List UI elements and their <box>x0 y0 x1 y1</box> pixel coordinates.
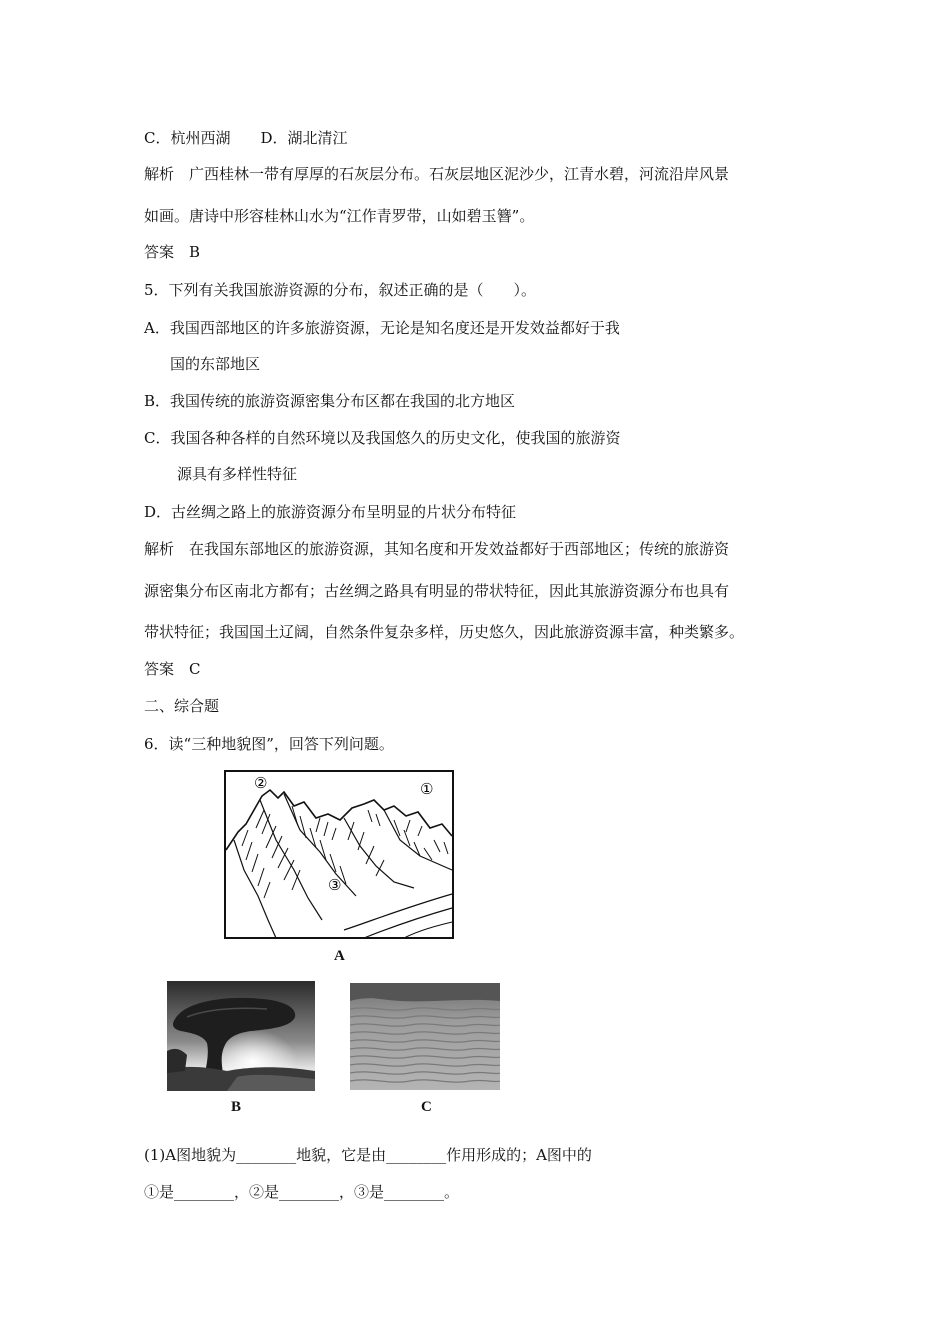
option-5c-line2: 源具有多样性特征 <box>177 465 298 483</box>
option-5a-line1: A．我国西部地区的许多旅游资源，无论是知名度还是开发效益都好于我 <box>144 319 620 337</box>
mark-1: ① <box>420 780 434 798</box>
option-5c-line1: C．我国各种各样的自然环境以及我国悠久的历史文化，使我国的旅游资 <box>144 429 621 447</box>
mark-2: ② <box>254 774 268 792</box>
analysis-5-line3: 带状特征；我国国土辽阔，自然条件复杂多样，历史悠久，因此旅游资源丰富，种类繁多。 <box>144 623 745 641</box>
question-6: 6．读“三种地貌图”，回答下列问题。 <box>144 735 394 753</box>
mark-3: ③ <box>328 876 342 894</box>
analysis-5-line1: 解析 在我国东部地区的旅游资源，其知名度和开发效益都好于西部地区；传统的旅游资 <box>144 540 730 558</box>
figure-b-mushroom-rock-photo <box>167 981 315 1091</box>
figure-a-mountain-sketch <box>224 770 454 940</box>
figure-a-label: A <box>334 948 345 964</box>
question-6-1-line1: (1)A图地貌为________地貌，它是由________作用形成的；A图中的 <box>144 1146 592 1164</box>
figure-c-sand-dunes-photo <box>350 983 500 1090</box>
question-5: 5．下列有关我国旅游资源的分布，叙述正确的是（ ）。 <box>144 281 537 299</box>
analysis-4-line2: 如画。唐诗中形容桂林山水为“江作青罗带，山如碧玉簪”。 <box>144 207 535 225</box>
analysis-5-line2: 源密集分布区南北方都有；古丝绸之路具有明显的带状特征，因此其旅游资源分布也具有 <box>144 582 730 600</box>
option-5b: B．我国传统的旅游资源密集分布区都在我国的北方地区 <box>144 392 516 410</box>
question-6-1-line2: ①是________，②是________，③是________。 <box>144 1183 460 1201</box>
option-c-d: C．杭州西湖 D．湖北清江 <box>144 129 348 147</box>
analysis-4-line1: 解析 广西桂林一带有厚厚的石灰层分布。石灰层地区泥沙少，江青水碧，河流沿岸风景 <box>144 165 730 183</box>
figure-b-label: B <box>231 1099 242 1115</box>
answer-5: 答案 C <box>144 660 201 678</box>
option-5d: D．古丝绸之路上的旅游资源分布呈明显的片状分布特征 <box>144 503 517 521</box>
option-5a-line2: 国的东部地区 <box>170 355 261 373</box>
answer-4: 答案 B <box>144 243 201 261</box>
section-heading: 二、综合题 <box>144 697 220 715</box>
figure-c-label: C <box>421 1099 432 1115</box>
